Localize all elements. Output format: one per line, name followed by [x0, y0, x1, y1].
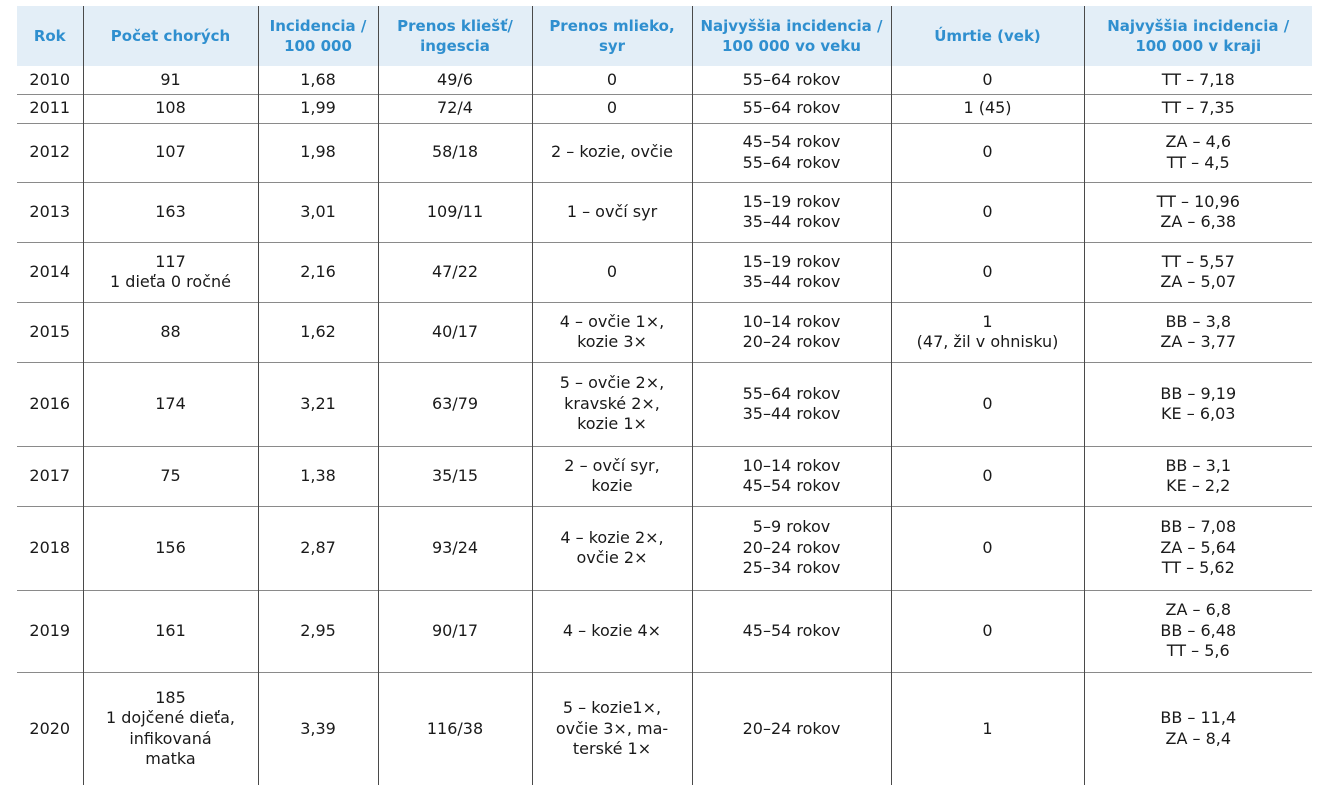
cell-text: 2010: [29, 69, 71, 89]
cell-text: 40/17: [431, 321, 479, 341]
header-col-prenos-mlieko: [532, 6, 692, 66]
cell-text: 55–64 rokov: [742, 383, 841, 403]
cell-text: 55–64 rokov: [742, 98, 841, 118]
cell-col-rok: [17, 242, 83, 302]
table-row: [17, 302, 1312, 362]
table-row: [17, 94, 1312, 123]
cell-text: Najvyššia incidencia /: [700, 17, 883, 35]
cell-text: Incidencia /: [269, 17, 367, 35]
cell-text: 20–24 rokov: [742, 718, 841, 738]
cell-text: 0: [982, 69, 993, 89]
cell-col-vek: [692, 672, 891, 785]
cell-text: Počet chorých: [110, 27, 231, 45]
cell-col-prenos-mlieko: [532, 94, 692, 123]
cell-col-pocet-chorych: [83, 362, 258, 446]
table-header: [17, 6, 1312, 66]
cell-text: TT – 5,57: [1161, 251, 1235, 271]
cell-col-pocet-chorych: [83, 446, 258, 506]
cell-text: 2019: [29, 620, 71, 640]
cell-col-prenos-kliest: [378, 182, 532, 242]
cell-text: BB – 7,08: [1160, 517, 1237, 537]
cell-col-incidencia: [258, 242, 378, 302]
cell-col-incidencia: [258, 672, 378, 785]
table-row: [17, 506, 1312, 590]
cell-text: 2014: [29, 261, 71, 281]
cell-text: 2 – ovčí syr,: [564, 455, 660, 475]
cell-col-pocet-chorych: [83, 123, 258, 182]
cell-text: 47/22: [431, 261, 479, 281]
cell-col-prenos-kliest: [378, 94, 532, 123]
cell-text: 25–34 rokov: [742, 558, 841, 578]
table-row: [17, 590, 1312, 672]
cell-col-vek: [692, 242, 891, 302]
cell-text: 55–64 rokov: [742, 69, 841, 89]
cell-col-incidencia: [258, 182, 378, 242]
cell-text: ZA – 6,38: [1160, 212, 1237, 231]
incidence-table-container: [17, 6, 1312, 785]
cell-text: ingescia: [420, 37, 490, 55]
cell-col-incidencia: [258, 506, 378, 590]
cell-text: 100 000 v kraji: [1135, 37, 1262, 55]
cell-col-umrtie: [891, 672, 1084, 785]
cell-text: 2017: [29, 465, 71, 485]
cell-text: 45–54 rokov: [742, 476, 841, 495]
cell-text: TT – 7,18: [1161, 69, 1235, 89]
cell-text: 75: [160, 465, 181, 485]
cell-text: 163: [155, 201, 186, 221]
cell-text: 2 – kozie, ovčie: [550, 142, 674, 162]
cell-text: kravské 2×,: [564, 393, 660, 413]
cell-text: 4 – kozie 2×,: [560, 527, 664, 547]
cell-text: 90/17: [431, 620, 479, 640]
cell-col-vek: [692, 302, 891, 362]
cell-text: 5 – kozie1×,: [562, 698, 662, 717]
cell-text: 49/6: [437, 69, 473, 89]
cell-col-incidencia: [258, 66, 378, 94]
incidence-table: [17, 6, 1312, 785]
cell-col-kraj: [1084, 123, 1312, 182]
cell-text: 108: [155, 98, 186, 118]
header-col-rok: [17, 6, 83, 66]
cell-text: 72/4: [437, 98, 473, 118]
cell-text: 1: [982, 311, 993, 331]
cell-col-kraj: [1084, 182, 1312, 242]
cell-text: 2015: [29, 321, 71, 341]
cell-text: 174: [155, 393, 186, 413]
table-row: [17, 123, 1312, 182]
cell-text: 0: [606, 98, 618, 118]
table-row: [17, 362, 1312, 446]
cell-col-rok: [17, 362, 83, 446]
cell-text: syr: [598, 37, 626, 55]
cell-text: 2018: [29, 537, 71, 557]
cell-text: 1,62: [300, 321, 336, 341]
cell-col-incidencia: [258, 123, 378, 182]
cell-text: 3,39: [300, 718, 336, 738]
cell-col-kraj: [1084, 242, 1312, 302]
cell-text: 100 000: [284, 37, 352, 55]
cell-text: 0: [982, 261, 993, 281]
cell-text: 1 dieťa 0 ročné: [110, 272, 231, 291]
cell-text: 1,98: [300, 142, 336, 162]
cell-text: 0: [982, 201, 993, 221]
cell-text: 100 000 vo veku: [722, 37, 861, 55]
cell-col-umrtie: [891, 182, 1084, 242]
cell-col-prenos-kliest: [378, 123, 532, 182]
cell-text: 93/24: [431, 537, 479, 557]
cell-col-prenos-kliest: [378, 66, 532, 94]
cell-col-vek: [692, 182, 891, 242]
cell-col-kraj: [1084, 362, 1312, 446]
cell-text: BB – 6,48: [1160, 620, 1237, 640]
cell-col-vek: [692, 94, 891, 123]
cell-col-prenos-mlieko: [532, 123, 692, 182]
header-row: [17, 6, 1312, 66]
cell-text: 117: [155, 251, 186, 271]
cell-text: Najvyššia incidencia /: [1107, 17, 1290, 35]
cell-text: 1,38: [300, 465, 336, 485]
cell-text: 2,16: [300, 261, 336, 281]
cell-col-vek: [692, 590, 891, 672]
cell-text: TT – 5,6: [1166, 641, 1230, 661]
cell-col-umrtie: [891, 123, 1084, 182]
cell-col-rok: [17, 590, 83, 672]
cell-col-vek: [692, 362, 891, 446]
cell-text: 1,99: [300, 98, 336, 118]
cell-col-umrtie: [891, 590, 1084, 672]
cell-text: 58/18: [431, 142, 479, 162]
cell-col-prenos-mlieko: [532, 362, 692, 446]
cell-col-vek: [692, 123, 891, 182]
cell-col-prenos-kliest: [378, 506, 532, 590]
cell-col-umrtie: [891, 302, 1084, 362]
cell-col-pocet-chorych: [83, 66, 258, 94]
cell-text: 109/11: [426, 201, 484, 221]
cell-col-prenos-mlieko: [532, 66, 692, 94]
cell-col-kraj: [1084, 94, 1312, 123]
cell-text: terské 1×: [572, 739, 652, 758]
cell-text: 0: [606, 261, 618, 281]
cell-col-kraj: [1084, 66, 1312, 94]
cell-col-pocet-chorych: [83, 182, 258, 242]
cell-text: 161: [155, 620, 186, 640]
cell-text: 2013: [29, 201, 71, 221]
cell-text: 0: [982, 465, 993, 485]
cell-col-kraj: [1084, 672, 1312, 785]
cell-col-kraj: [1084, 302, 1312, 362]
cell-text: 35–44 rokov: [742, 404, 841, 423]
cell-text: 4 – kozie 4×: [562, 620, 662, 640]
cell-text: 0: [606, 69, 618, 89]
cell-text: ZA – 4,6: [1165, 132, 1232, 151]
cell-col-incidencia: [258, 590, 378, 672]
cell-col-kraj: [1084, 446, 1312, 506]
cell-text: Prenos kliešť/: [397, 17, 513, 35]
cell-text: 116/38: [426, 718, 484, 738]
cell-text: kozie: [591, 476, 633, 495]
cell-text: 2012: [29, 142, 71, 162]
cell-text: 63/79: [431, 393, 479, 413]
cell-text: kozie 3×: [577, 332, 647, 351]
cell-col-pocet-chorych: [83, 590, 258, 672]
cell-text: 0: [982, 537, 993, 557]
header-col-incidencia: [258, 6, 378, 66]
cell-text: 0: [982, 393, 993, 413]
cell-text: 35–44 rokov: [742, 212, 841, 231]
cell-text: 185: [155, 687, 186, 707]
cell-text: (47, žil v ohnisku): [916, 332, 1059, 351]
cell-text: ZA – 5,64: [1160, 537, 1237, 557]
cell-col-prenos-kliest: [378, 242, 532, 302]
cell-col-rok: [17, 672, 83, 785]
cell-text: 2020: [29, 718, 71, 738]
cell-col-incidencia: [258, 302, 378, 362]
cell-col-incidencia: [258, 362, 378, 446]
cell-text: BB – 9,19: [1160, 383, 1237, 403]
cell-col-prenos-mlieko: [532, 182, 692, 242]
cell-text: BB – 3,8: [1165, 311, 1232, 331]
header-col-vek: [692, 6, 891, 66]
cell-text: 1 – ovčí syr: [566, 201, 658, 221]
cell-text: 10–14 rokov: [742, 311, 841, 331]
cell-col-prenos-mlieko: [532, 242, 692, 302]
cell-text: 1 dojčené dieťa,: [106, 708, 235, 728]
cell-text: infikovaná: [129, 728, 212, 748]
cell-text: Úmrtie (vek): [934, 27, 1041, 45]
cell-col-rok: [17, 506, 83, 590]
cell-col-pocet-chorych: [83, 672, 258, 785]
cell-text: 107: [155, 142, 186, 162]
cell-text: BB – 11,4: [1160, 708, 1237, 728]
cell-text: 45–54 rokov: [742, 620, 841, 640]
cell-text: KE – 2,2: [1166, 476, 1231, 495]
cell-col-umrtie: [891, 94, 1084, 123]
cell-text: kozie 1×: [577, 414, 647, 434]
table-row: [17, 182, 1312, 242]
cell-col-rok: [17, 182, 83, 242]
cell-col-kraj: [1084, 590, 1312, 672]
cell-col-umrtie: [891, 362, 1084, 446]
cell-text: 88: [160, 321, 181, 341]
cell-text: TT – 7,35: [1161, 98, 1235, 118]
cell-text: 1,68: [300, 69, 336, 89]
cell-col-prenos-mlieko: [532, 506, 692, 590]
cell-text: TT – 4,5: [1166, 152, 1230, 172]
cell-text: 10–14 rokov: [742, 455, 841, 475]
cell-text: ZA – 6,8: [1165, 600, 1232, 620]
cell-text: 0: [982, 620, 993, 640]
cell-text: 55–64 rokov: [742, 152, 841, 172]
cell-col-rok: [17, 94, 83, 123]
cell-text: 35/15: [431, 465, 479, 485]
cell-col-kraj: [1084, 506, 1312, 590]
cell-col-prenos-kliest: [378, 446, 532, 506]
cell-col-umrtie: [891, 446, 1084, 506]
header-col-kraj: [1084, 6, 1312, 66]
cell-text: Prenos mlieko,: [549, 17, 675, 35]
cell-text: 2011: [29, 98, 71, 118]
table-row: [17, 446, 1312, 506]
cell-col-prenos-mlieko: [532, 672, 692, 785]
cell-col-rok: [17, 66, 83, 94]
cell-col-prenos-kliest: [378, 362, 532, 446]
cell-text: 20–24 rokov: [742, 332, 841, 351]
cell-text: TT – 10,96: [1156, 191, 1240, 211]
cell-text: Rok: [33, 27, 66, 45]
cell-text: ZA – 5,07: [1160, 272, 1237, 291]
cell-text: ovčie 2×: [576, 548, 648, 567]
cell-col-pocet-chorych: [83, 506, 258, 590]
cell-text: ovčie 3×, ma-: [555, 718, 669, 738]
cell-col-prenos-mlieko: [532, 590, 692, 672]
cell-col-prenos-kliest: [378, 590, 532, 672]
cell-text: 1: [982, 718, 993, 738]
cell-text: 15–19 rokov: [742, 251, 841, 271]
cell-col-prenos-kliest: [378, 302, 532, 362]
cell-text: 5 – ovčie 2×,: [559, 373, 665, 393]
header-col-umrtie: [891, 6, 1084, 66]
cell-text: ZA – 3,77: [1160, 332, 1237, 351]
cell-text: 15–19 rokov: [742, 191, 841, 211]
cell-col-umrtie: [891, 242, 1084, 302]
cell-text: 0: [982, 142, 993, 162]
table-row: [17, 66, 1312, 94]
table-row: [17, 672, 1312, 785]
cell-col-pocet-chorych: [83, 242, 258, 302]
cell-text: 2,95: [300, 620, 336, 640]
header-col-prenos-kliest: [378, 6, 532, 66]
cell-col-vek: [692, 506, 891, 590]
cell-text: 156: [155, 537, 186, 557]
cell-text: 2,87: [300, 537, 336, 557]
cell-text: 4 – ovčie 1×,: [559, 311, 665, 331]
cell-text: matka: [145, 749, 196, 769]
header-col-pocet-chorych: [83, 6, 258, 66]
cell-text: 3,21: [300, 393, 336, 413]
cell-col-rok: [17, 446, 83, 506]
cell-text: 35–44 rokov: [742, 272, 841, 291]
cell-col-incidencia: [258, 446, 378, 506]
cell-text: 45–54 rokov: [742, 132, 841, 151]
table-body: [17, 66, 1312, 785]
cell-col-rok: [17, 123, 83, 182]
cell-col-pocet-chorych: [83, 94, 258, 123]
cell-col-prenos-mlieko: [532, 446, 692, 506]
cell-text: 91: [160, 69, 181, 89]
cell-col-umrtie: [891, 66, 1084, 94]
cell-text: 3,01: [300, 201, 336, 221]
cell-col-prenos-mlieko: [532, 302, 692, 362]
cell-text: 2016: [29, 393, 71, 413]
table-row: [17, 242, 1312, 302]
cell-text: KE – 6,03: [1161, 404, 1236, 423]
cell-text: TT – 5,62: [1161, 558, 1235, 578]
cell-col-prenos-kliest: [378, 672, 532, 785]
cell-text: ZA – 8,4: [1165, 728, 1232, 748]
cell-text: 5–9 rokov: [752, 517, 831, 537]
cell-text: 1 (45): [963, 98, 1012, 118]
cell-col-umrtie: [891, 506, 1084, 590]
cell-col-pocet-chorych: [83, 302, 258, 362]
cell-col-vek: [692, 446, 891, 506]
cell-col-rok: [17, 302, 83, 362]
cell-text: BB – 3,1: [1165, 455, 1232, 475]
cell-text: 20–24 rokov: [742, 537, 841, 557]
cell-col-incidencia: [258, 94, 378, 123]
cell-col-vek: [692, 66, 891, 94]
